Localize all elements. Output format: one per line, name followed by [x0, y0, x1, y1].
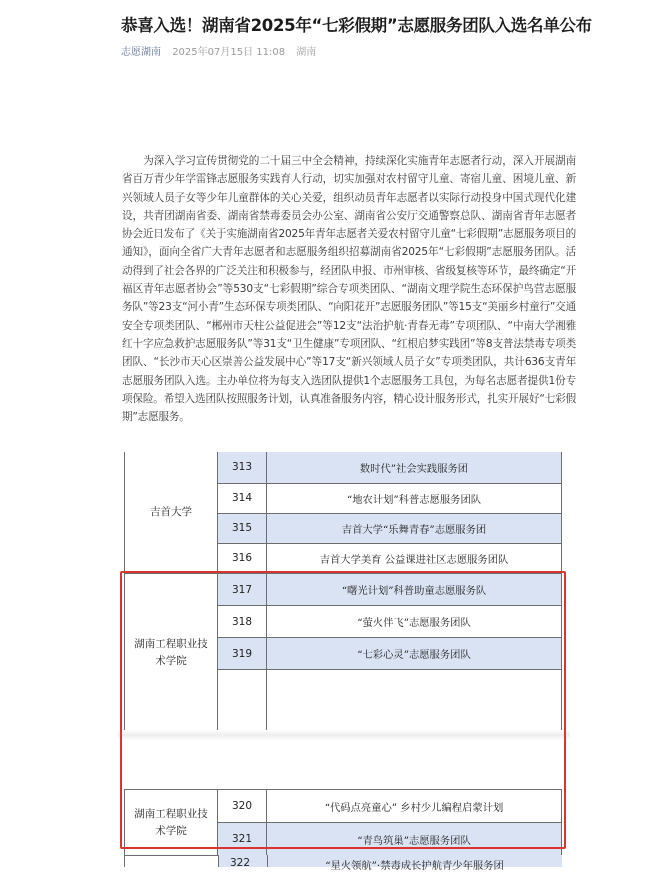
team-name-cell: “地农计划”科普志愿服务团队: [267, 483, 562, 513]
team-name-cell: “曙光计划”科普助童志愿服务队: [267, 574, 562, 606]
article-body: 为深入学习宣传贯彻党的二十届三中全会精神，持续深化实施青年志愿者行动，深入开展湖南省百万青少年学雷锋志愿服务实践育人行动，切实加强对农村留守儿童、寄宿儿童、困境儿童、新兴领域人员子女等少年儿童群体的关心关爱，组织动员青年志愿者以实际行动投身中国式现代化建设，共青团湖南省委、湖南省禁毒委员会办公室、湖南省公安厅交通警察总队、湖南省青年志愿者协会近日发布了《关于实施湖南省2025年青年志愿者关爱农村留守儿童“七彩假期”志愿服务项目的通知》，面向全省广大青年志愿者和志愿服务组织招募湖南省2025年“七彩假期”志愿服务团队。活动得到了社会各界的广泛关注和积极参与，经团队申报、市州审核、省级复核等环节，最终确定“开福区青年志愿者协会”等530支“七彩假期”综合专项类团队、“湖南文理学院生态环保护鸟营志愿服务队”等23支“河小青”生态环保专项类团队、“向阳花开”志愿服务团队”等15支“美丽乡村童行”交通安全专项类团队、“郴州市天柱公益促进会”等12支“法治护航·青春无毒”专项团队、“中南大学湘雅红十字应急救护志愿服务队”等31支“卫生健康”专项团队、“红根启梦实践团”等8支普法禁毒专项类团队、“长沙市天心区崇善公益发展中心”等17支“新兴领域人员子女”专项类团队，共计636支青年志愿服务团队入选。主办单位将为每支入选团队提供1个志愿服务工具包，为每名志愿者提供1份专项保险。希望入选团队按照服务计划，认真准备服务内容，精心设计服务形式，扎实开展好“七彩假期”志愿服务。: [122, 155, 576, 424]
empty-cell: [218, 670, 267, 732]
publish-date: 2025年07月15日 11:08: [172, 47, 286, 58]
table-row: [125, 790, 562, 823]
team-list-table: [124, 452, 562, 732]
team-list-table-continued: [124, 789, 562, 856]
team-name-cell: 吉首大学“乐舞青春”志愿服务团: [267, 513, 562, 543]
team-name-cell: “萤火伴飞”志愿服务团队: [267, 606, 562, 638]
table-row-partial: [124, 855, 561, 872]
team-number-cell: 321: [218, 823, 267, 856]
team-name-cell: 吉首大学美育 公益课进社区志愿服务团队: [267, 543, 562, 573]
team-number-cell: 316: [218, 543, 267, 573]
team-number-cell: 315: [218, 513, 267, 543]
table-row: [125, 574, 562, 606]
team-number-cell: 318: [218, 606, 267, 638]
team-name-cell: “代码点亮童心” 乡村少儿编程启蒙计划: [267, 790, 562, 823]
empty-cell: [267, 670, 562, 732]
team-name-cell: “星火领航”·禁毒成长护航青少年服务团: [325, 860, 504, 872]
team-number-cell: 322: [230, 857, 251, 869]
article-title: 恭喜入选！湖南省2025年“七彩假期”志愿服务团队入选名单公布: [121, 16, 592, 35]
school-name-cell: 吉首大学: [125, 452, 218, 574]
article-meta: [121, 46, 316, 60]
school-name-cell: 湖南工程职业技术学院: [125, 574, 218, 732]
team-name-cell: “青鸟筑巢”志愿服务团队: [267, 823, 562, 856]
team-number-cell: 314: [218, 483, 267, 513]
team-number-cell: 317: [218, 574, 267, 606]
page-break-shadow: [118, 730, 570, 740]
table-row: [125, 452, 562, 483]
team-name-cell: “七彩心灵”志愿服务团队: [267, 638, 562, 670]
team-number-cell: 320: [218, 790, 267, 823]
team-name-cell: 数时代”社会实践服务团: [267, 452, 562, 483]
school-name-cell: 湖南工程职业技术学院: [125, 790, 218, 856]
team-number-cell: 319: [218, 638, 267, 670]
publish-location: 湖南: [296, 47, 317, 58]
account-name-link[interactable]: 志愿湖南: [121, 47, 161, 58]
team-number-cell: 313: [218, 452, 267, 483]
